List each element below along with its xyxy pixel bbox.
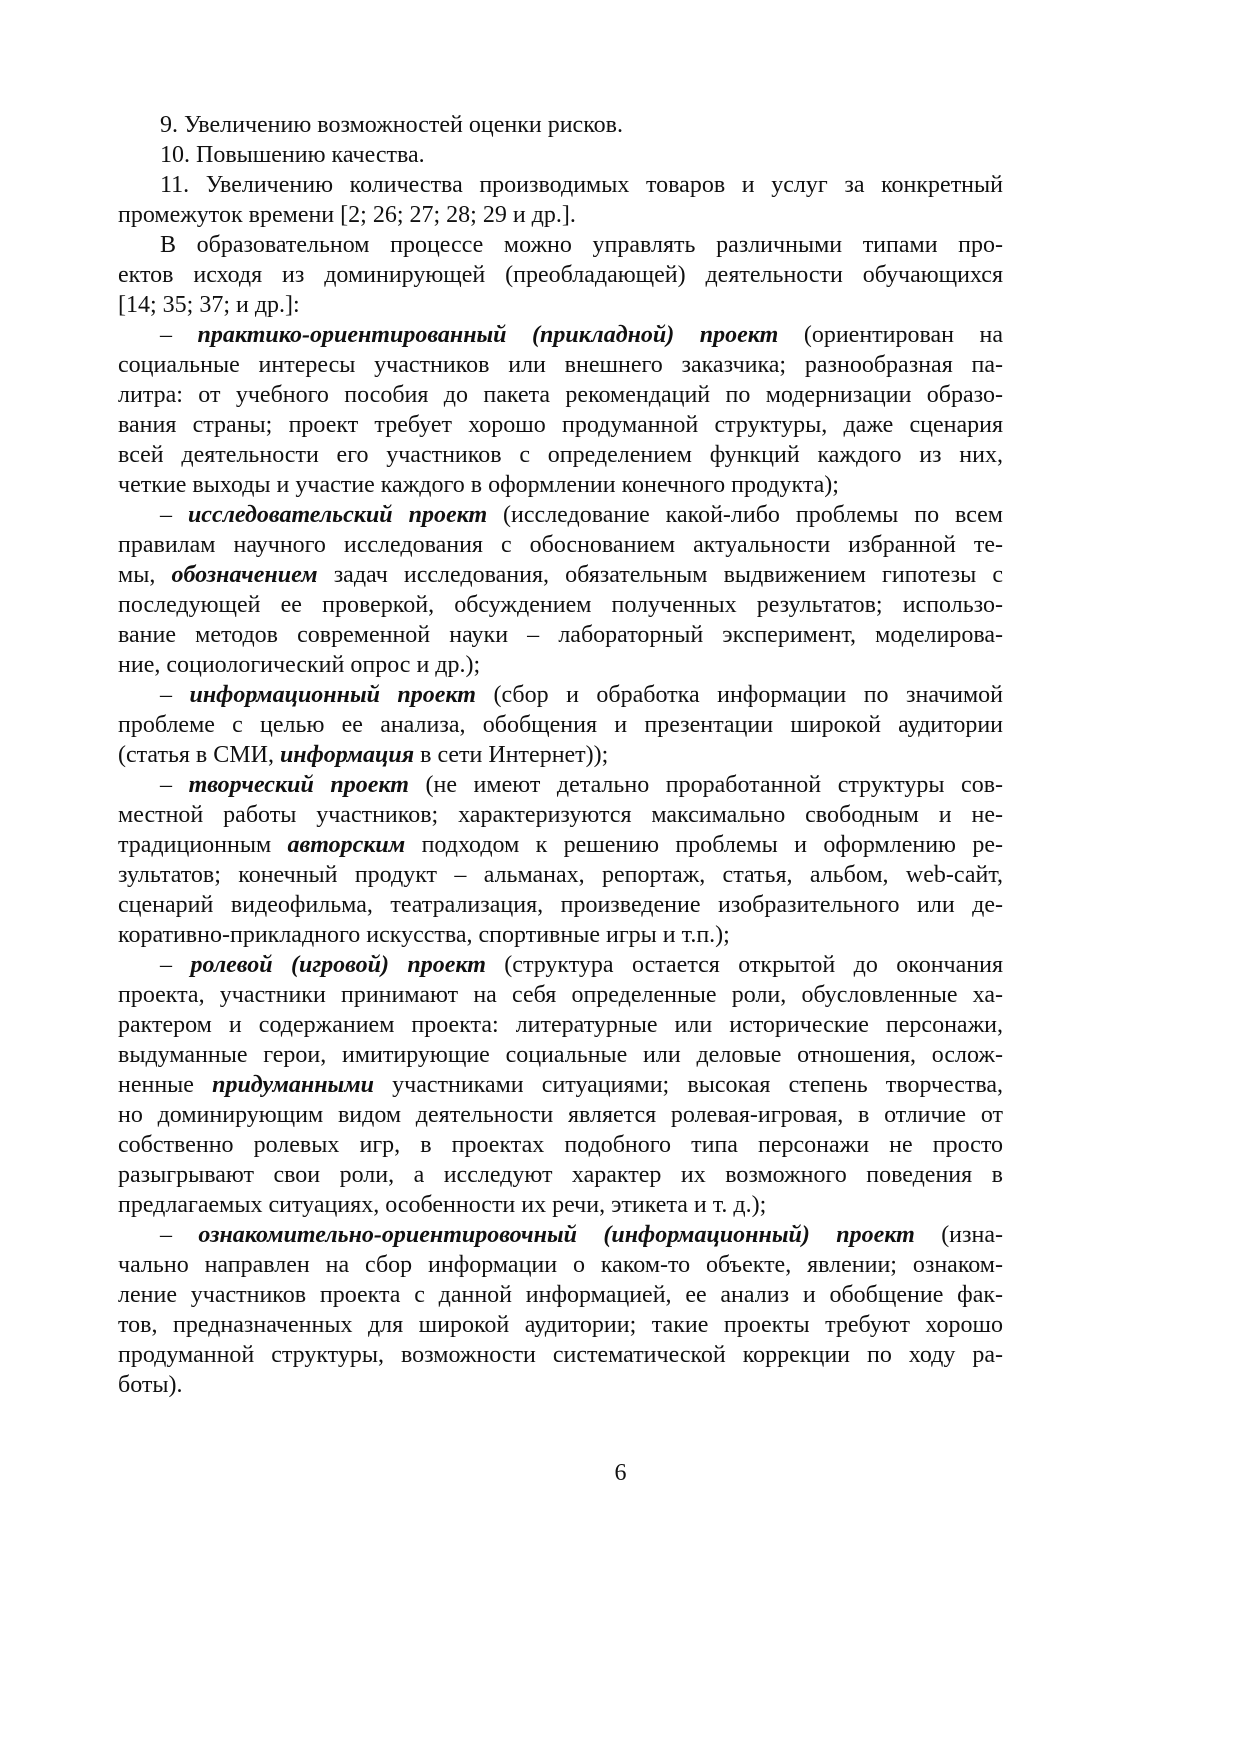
text-run: мы, bbox=[118, 562, 172, 588]
text-run: коративно-прикладного искусства, спортивные игры и т.п.); bbox=[118, 922, 730, 948]
text-run: 9. Увеличению возможностей оценки рисков. bbox=[160, 112, 623, 138]
text-run: – bbox=[160, 952, 191, 978]
text-line bbox=[118, 1010, 1003, 1040]
text-line bbox=[118, 950, 1003, 980]
text-line bbox=[118, 290, 1003, 320]
text-run: задач исследования, обязательным выдвижением гипотезы с bbox=[317, 562, 1004, 588]
text-run: всей деятельности его участников с определением функций каждого из них, bbox=[118, 442, 1003, 468]
text-run: чально направлен на сбор информации о каком-то объекте, явлении; ознаком- bbox=[118, 1252, 1003, 1278]
text-line bbox=[118, 1130, 1003, 1160]
text-line bbox=[118, 1220, 1003, 1250]
text-line bbox=[118, 770, 1003, 800]
text-run: вание методов современной науки – лабораторный эксперимент, моделирова- bbox=[118, 622, 1003, 648]
text-line bbox=[118, 230, 1003, 260]
text-run: традиционным bbox=[118, 832, 288, 858]
text-run: разыгрывают свои роли, а исследуют характер их возможного поведения в bbox=[118, 1162, 1003, 1188]
text-run: ектов исходя из доминирующей (преобладающей) деятельности обучающихся bbox=[118, 262, 1003, 288]
text-run: (изна- bbox=[914, 1222, 1003, 1248]
text-line bbox=[118, 590, 1003, 620]
text-run: 11. Увеличению количества производимых товаров и услуг за конкретный bbox=[160, 172, 1003, 198]
text-run: (не имеют детально проработанной структуры сов- bbox=[408, 772, 1004, 798]
emphasized-term: ознакомительно-ориентировочный (информационный) проект bbox=[198, 1222, 915, 1248]
text-line bbox=[118, 1310, 1003, 1340]
text-run: ненные bbox=[118, 1072, 213, 1098]
text-line bbox=[118, 740, 1003, 770]
text-run: четкие выходы и участие каждого в оформлении конечного продукта); bbox=[118, 472, 839, 498]
text-run: вания страны; проект требует хорошо продуманной структуры, даже сценария bbox=[118, 412, 1003, 438]
text-run: предлагаемых ситуациях, особенности их речи, этикета и т. д.); bbox=[118, 1192, 767, 1218]
text-line bbox=[118, 170, 1003, 200]
text-run: (структура остается открытой до окончания bbox=[485, 952, 1003, 978]
text-run: В образовательном процессе можно управлять различными типами про- bbox=[160, 232, 1003, 258]
emphasized-term: ролевой (игровой) проект bbox=[190, 952, 486, 978]
text-run: сценарий видеофильма, театрализация, произведение изобразительного или де- bbox=[118, 892, 1003, 918]
text-run: 10. Повышению качества. bbox=[160, 142, 425, 168]
text-run: [14; 35; 37; и др.]: bbox=[118, 292, 300, 318]
text-line bbox=[118, 1190, 1003, 1220]
text-line bbox=[118, 560, 1003, 590]
text-line bbox=[118, 440, 1003, 470]
text-line bbox=[118, 1160, 1003, 1190]
text-run: проекта, участники принимают на себя определенные роли, обусловленные ха- bbox=[118, 982, 1003, 1008]
text-line bbox=[118, 410, 1003, 440]
text-run: но доминирующим видом деятельности является ролевая-игровая, в отличие от bbox=[118, 1102, 1003, 1128]
text-line bbox=[118, 1280, 1003, 1310]
text-line bbox=[118, 920, 1003, 950]
text-line bbox=[118, 1070, 1003, 1100]
text-line bbox=[118, 320, 1003, 350]
text-run: рактером и содержанием проекта: литературные или исторические персонажи, bbox=[118, 1012, 1003, 1038]
text-line bbox=[118, 1370, 1003, 1400]
text-run: в сети Интернет)); bbox=[414, 742, 609, 768]
text-run: (статья в СМИ, bbox=[118, 742, 280, 768]
text-line bbox=[118, 380, 1003, 410]
text-run: зультатов; конечный продукт – альманах, репортаж, статья, альбом, web-сайт, bbox=[118, 862, 1003, 888]
text-line bbox=[118, 200, 1003, 230]
text-line bbox=[118, 1340, 1003, 1370]
emphasized-term: информационный проект bbox=[189, 682, 476, 708]
text-run: выдуманные герои, имитирующие социальные или деловые отношения, ослож- bbox=[118, 1042, 1003, 1068]
text-line bbox=[118, 650, 1003, 680]
text-run: – bbox=[160, 772, 189, 798]
text-run: – bbox=[160, 502, 188, 528]
emphasized-term: обозначением bbox=[171, 562, 318, 588]
text-line bbox=[118, 860, 1003, 890]
text-line bbox=[118, 350, 1003, 380]
document-body bbox=[118, 110, 1003, 1400]
text-run: собственно ролевых игр, в проектах подобного типа персонажи не просто bbox=[118, 1132, 1003, 1158]
text-run: проблеме с целью ее анализа, обобщения и презентации широкой аудитории bbox=[118, 712, 1003, 738]
text-run: социальные интересы участников или внешнего заказчика; разнообразная па- bbox=[118, 352, 1003, 378]
text-line bbox=[118, 710, 1003, 740]
text-run: – bbox=[160, 322, 198, 348]
text-run: участниками ситуациями; высокая степень творчества, bbox=[373, 1072, 1003, 1098]
emphasized-term: информация bbox=[279, 742, 415, 768]
text-run: последующей ее проверкой, обсуждением полученных результатов; использо- bbox=[118, 592, 1003, 618]
text-line bbox=[118, 260, 1003, 290]
text-run: литра: от учебного пособия до пакета рекомендаций по модернизации образо- bbox=[118, 382, 1003, 408]
text-run: подходом к решению проблемы и оформлению ре- bbox=[405, 832, 1003, 858]
emphasized-term: исследовательский проект bbox=[187, 502, 488, 528]
text-line bbox=[118, 110, 1003, 140]
text-run: ние, социологический опрос и др.); bbox=[118, 652, 481, 678]
text-run: (исследование какой-либо проблемы по всем bbox=[487, 502, 1003, 528]
text-line bbox=[118, 1250, 1003, 1280]
emphasized-term: придуманными bbox=[212, 1072, 374, 1098]
emphasized-term: практико-ориентированный (прикладной) проект bbox=[197, 322, 779, 348]
text-line bbox=[118, 830, 1003, 860]
text-run: тов, предназначенных для широкой аудитории; такие проекты требуют хорошо bbox=[118, 1312, 1003, 1338]
text-line bbox=[118, 500, 1003, 530]
text-run: продуманной структуры, возможности систематической коррекции по ходу ра- bbox=[118, 1342, 1003, 1368]
text-run: (сбор и обработка информации по значимой bbox=[475, 682, 1003, 708]
text-line bbox=[118, 620, 1003, 650]
text-line bbox=[118, 680, 1003, 710]
text-line bbox=[118, 470, 1003, 500]
text-line bbox=[118, 800, 1003, 830]
text-line bbox=[118, 530, 1003, 560]
text-run: боты). bbox=[118, 1372, 183, 1398]
text-run: местной работы участников; характеризуются максимально свободным и не- bbox=[118, 802, 1003, 828]
text-run: – bbox=[160, 682, 190, 708]
text-line bbox=[118, 980, 1003, 1010]
text-line bbox=[118, 890, 1003, 920]
page-number: 6 bbox=[614, 1460, 627, 1486]
text-run: правилам научного исследования с обоснованием актуальности избранной те- bbox=[118, 532, 1003, 558]
emphasized-term: авторским bbox=[287, 832, 406, 858]
text-line bbox=[118, 1040, 1003, 1070]
text-run: (ориентирован на bbox=[778, 322, 1004, 348]
text-run: ление участников проекта с данной информацией, ее анализ и обобщение фак- bbox=[118, 1282, 1003, 1308]
text-line bbox=[118, 1100, 1003, 1130]
text-line bbox=[118, 140, 1003, 170]
text-run: промежуток времени [2; 26; 27; 28; 29 и др.]. bbox=[118, 202, 576, 228]
text-run: – bbox=[160, 1222, 199, 1248]
emphasized-term: творческий проект bbox=[188, 772, 409, 798]
